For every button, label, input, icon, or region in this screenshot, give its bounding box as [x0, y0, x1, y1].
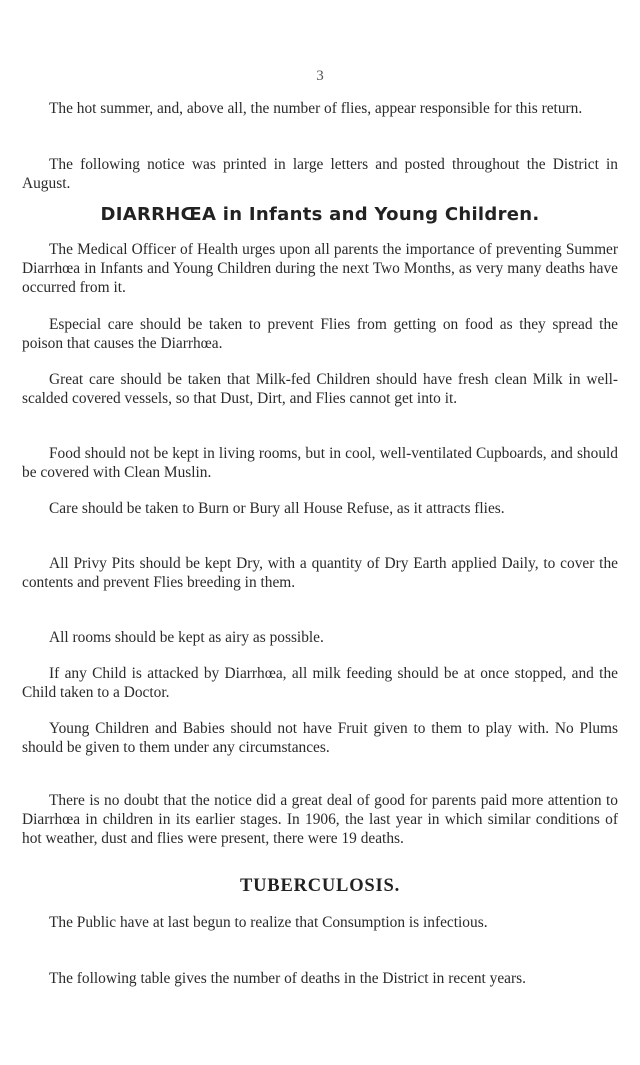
after-notice-paragraph: There is no doubt that the notice did a great deal of good for parents paid more attention to Diarrhœa in children in its earlier stages. In 1906, the last year in which similar conditions of hot weather, dust and flies were present, there were 19 deaths.: [22, 792, 618, 847]
notice-heading: DIARRHŒA in Infants and Young Children.: [100, 204, 540, 225]
tuberculosis-paragraph-2: The following table gives the number of deaths in the District in recent years.: [49, 970, 526, 987]
notice-paragraph-4: Food should not be kept in living rooms, but in cool, well-ventilated Cupboards, and should be covered with Clean Muslin.: [22, 445, 618, 481]
intro-paragraph-1: The hot summer, and, above all, the number of flies, appear responsible for this return.: [49, 100, 583, 117]
notice-paragraph-9: Young Children and Babies should not have Fruit given to them to play with. No Plums should be given to them under any circumstances.: [22, 720, 618, 756]
notice-paragraph-8: If any Child is attacked by Diarrhœa, all milk feeding should be at once stopped, and the Child taken to a Doctor.: [22, 665, 618, 701]
tuberculosis-paragraph-1: The Public have at last begun to realize that Consumption is infectious.: [49, 914, 488, 931]
notice-paragraph-2: Especial care should be taken to prevent Flies from getting on food as they spread the poison that causes the Diarrhœa.: [22, 316, 618, 352]
notice-paragraph-6: All Privy Pits should be kept Dry, with a quantity of Dry Earth applied Daily, to cover the contents and prevent Flies breeding in them.: [22, 555, 618, 591]
page-number: 3: [316, 68, 324, 84]
notice-paragraph-1: The Medical Officer of Health urges upon all parents the importance of preventing Summer Diarrhœa in Infants and Young Children during the next Two Months, as very many deaths have occurred from it.: [22, 241, 618, 296]
tuberculosis-heading: TUBERCULOSIS.: [240, 876, 400, 896]
notice-paragraph-3: Great care should be taken that Milk-fed Children should have fresh clean Milk in well-scalded covered vessels, so that Dust, Dirt, and Flies cannot get into it.: [22, 371, 618, 407]
notice-paragraph-5: Care should be taken to Burn or Bury all House Refuse, as it attracts flies.: [49, 500, 505, 517]
notice-paragraph-7: All rooms should be kept as airy as possible.: [49, 629, 324, 646]
intro-paragraph-2: The following notice was printed in large letters and posted throughout the District in August.: [22, 156, 618, 192]
